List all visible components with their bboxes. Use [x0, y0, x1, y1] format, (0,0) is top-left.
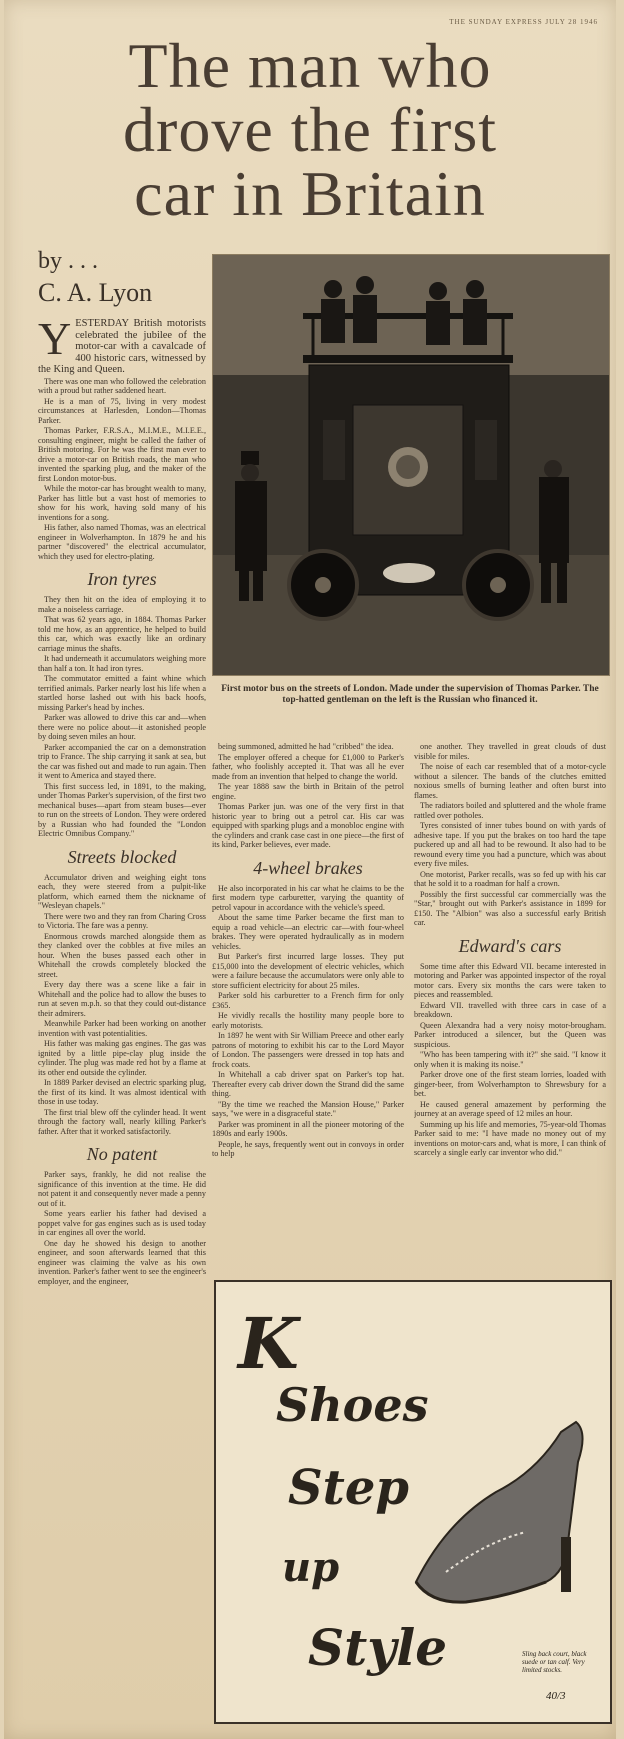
- intro-paragraphs: [38, 377, 206, 562]
- paragraph: Summing up his life and memories, 75-year-old Thomas Parker said to me: "I have made no money out of my inventions on motor-cars and, what is more, I can think of scarcely a single early car inventor who did.": [414, 1119, 606, 1157]
- paragraph: Parker was allowed to drive this car and—when there were no police about—it astonished people by doing seven miles an hour.: [38, 713, 206, 741]
- paragraph: His father was making gas engines. The gas was ignited by a little pipe-clay plug inside the cylinder. The plug was made red hot by a flame at its other end outside the cylinder.: [38, 1039, 206, 1077]
- paragraph: Parker drove one of the first steam lorries, loaded with ginger-beer, from Wolverhampton to Shrewsbury for a bet.: [414, 1070, 606, 1098]
- paragraph: Edward VII. travelled with three cars in case of a breakdown.: [414, 1000, 606, 1019]
- paragraph: The employer offered a cheque for £1,000 to Parker's father, who foolishly accepted it. That was all he ever made from an invention that helped to change the world.: [212, 752, 404, 781]
- paragraph: Enormous crowds marched alongside them as they clanked over the cobbles at five miles an hour. When the buses passed each other in Whitehall the crowds completely blocked the street.: [38, 931, 206, 979]
- paragraph: He also incorporated in his car what he claims to be the first modern type carburetter, varying the quantity of petrol vapour in accordance with the vehicle's speed.: [212, 883, 404, 912]
- paragraph: While the motor-car has brought wealth to many, Parker has little but a vast host of memories to show for his work, having sold many of his inventions for a song.: [38, 484, 206, 522]
- paragraph: People, he says, frequently went out in convoys in order to help: [212, 1139, 404, 1158]
- byline-author: C. A. Lyon: [38, 278, 153, 307]
- streets-blocked-paragraphs: [38, 873, 206, 1137]
- paragraph: The commutator emitted a faint whine which terrified animals. Parker nearly lost his life when a startled horse lashed out with his back hoofs, missing Parker's head by inches.: [38, 674, 206, 712]
- paragraph: That was 62 years ago, in 1884. Thomas Parker told me how, as an apprentice, he helped to build this car, which was exactly like an ordinary carriage minus the shafts.: [38, 615, 206, 653]
- k-shoes-advert: [214, 1280, 612, 1724]
- paragraph: One motorist, Parker recalls, was so fed up with his car that he sold it to a roadman for half a crown.: [414, 869, 606, 888]
- paragraph: Parker sold his carburetter to a French firm for only £365.: [212, 991, 404, 1010]
- paragraph: He is a man of 75, living in very modest circumstances at Harlesden, London—Thomas Parker.: [38, 396, 206, 425]
- paragraph: In Whitehall a cab driver spat on Parker's top hat. Thereafter every cab driver down the Strand did the same thing.: [212, 1070, 404, 1098]
- paragraph: Parker says, frankly, he did not realise the significance of this invention at the time. He did not patent it and consequently never made a penny out of it.: [38, 1170, 206, 1208]
- paragraph: Meanwhile Parker had been working on another invention with vast potentialities.: [38, 1019, 206, 1038]
- byline-by: by . . .: [38, 248, 98, 274]
- iron-tyres-paragraphs: [38, 595, 206, 839]
- paragraph: They then hit on the idea of employing it to make a noiseless carriage.: [38, 595, 206, 614]
- paragraph: He caused general amazement by performing the journey at an average speed of 12 miles an hour.: [414, 1099, 606, 1118]
- brakes-paragraphs: [212, 884, 404, 1159]
- newspaper-page: [4, 0, 616, 1739]
- advert-brand-letter: K: [238, 1302, 299, 1385]
- advert-line-step: Step: [288, 1460, 409, 1516]
- paragraph: one another. They travelled in great clouds of dust visible for miles.: [414, 742, 606, 761]
- paragraph: "Who has been tampering with it?" she said. "I know it only when it is making its noise.": [414, 1050, 606, 1069]
- paragraph: The first trial blew off the cylinder head. It went through the factory wall, nearly killing Parker's father. After that it worked satisfactorily.: [38, 1107, 206, 1136]
- paragraph: Accumulator driven and weighing eight tons each, they were steered from a pulpit-like platform, which earned them the nickname of "Wesleyan chapels.": [38, 872, 206, 910]
- paragraph: One day he showed his design to another engineer, and soon afterwards learned that this engineer was claiming the valve as his own invention. Parker's father went to see the engineer's employer, and the engineer,: [38, 1238, 206, 1286]
- article-column-2: [212, 742, 404, 1262]
- paragraph: The radiators boiled and spluttered and the whole frame rattled over potholes.: [414, 801, 606, 820]
- headline-line-2: drove the first: [123, 94, 497, 165]
- drop-cap: Y: [38, 318, 72, 364]
- headline-line-3: car in Britain: [134, 158, 486, 229]
- paragraph: Possibly the first successful car commercially was the "Star," brought out with Parker's assistance in 1899 for £150. The "Albion" was also a successful early British car.: [414, 889, 606, 927]
- paragraph: Every day there was a scene like a fair in Whitehall and the police had to allow the buses to run at seven m.p.h. so that they could out-distance their admirers.: [38, 980, 206, 1018]
- paragraph: There were two and they ran from Charing Cross to Victoria. The fare was a penny.: [38, 911, 206, 930]
- advert-price: 40/3: [546, 1690, 566, 1702]
- paragraph: His father, also named Thomas, was an electrical engineer in Wolverhampton. In 1879 he and his partner "discovered" the electrical accumulator, which they used for electro-plating.: [38, 523, 206, 561]
- paragraph: being summoned, admitted he had "cribbed" the idea.: [218, 742, 394, 751]
- edward-paragraphs: [414, 962, 606, 1158]
- paragraph: This first success led, in 1891, to the making, under Thomas Parker's supervision, of the first two mechanical buses—apart from steam buses—ever to run on the streets of London. They were ordered by a Russian who had founded the "London Electric Omnibus Company.": [38, 781, 206, 838]
- advert-line-up: up: [282, 1544, 340, 1591]
- article-column-1: [38, 318, 206, 1726]
- photo-motor-bus: [212, 254, 610, 676]
- paragraph: Some years earlier his father had devised a poppet valve for gas engines such as is used today in car engines all over the world.: [38, 1209, 206, 1237]
- subhead-no-patent: No patent: [86, 1144, 158, 1164]
- paragraph: But Parker's first incurred large losses. They put £15,000 into the development of electric vehicles, which were a failure because the accumulators were only able to store sufficient electricity for about 25 miles.: [212, 952, 404, 990]
- advert-line-shoes: Shoes: [276, 1378, 429, 1432]
- paragraph: There was one man who followed the celebration with a proud but rather saddened heart.: [38, 376, 206, 395]
- headline-line-1: The man who: [128, 30, 492, 101]
- paragraph: The noise of each car resembled that of a motor-cycle without a silencer. The bands of the clutches emitted noxious smells of burning leather and often burst into flames.: [414, 762, 606, 800]
- paragraph: Some time after this Edward VII. became interested in motoring and Parker was appointed inspector of the royal motor cars. Every six months the cars were taken to pieces and reassembled.: [414, 961, 606, 999]
- headline: [4, 30, 616, 229]
- lead-paragraph: [38, 318, 206, 376]
- no-patent-paragraphs: [38, 1170, 206, 1286]
- subhead-iron-tyres: Iron tyres: [87, 569, 157, 589]
- paragraph: It had underneath it accumulators weighing more than half a ton. It had iron tyres.: [38, 654, 206, 673]
- paragraph: Thomas Parker, F.R.S.A., M.I.M.E., M.I.E.E., consulting engineer, might be called the father of British motoring. For he was the first man ever to drive a motor-car on British roads, the man who invented the sparking plug, and the maker of the first London motor-bus.: [38, 426, 206, 483]
- paragraph: Thomas Parker jun. was one of the very first in that historic year to bring out a petrol car. His car was equipped with sparking plugs and a monobloc engine with the cylinders and crank case cast in one piece—the first of its kind, Parker believes, ever made.: [212, 802, 404, 849]
- paragraph: In 1889 Parker devised an electric sparking plug, the first of its kind. It was almost identical with those in use today.: [38, 1078, 206, 1106]
- advert-note: Sling back court, black suede or tan calf. Very limited stocks.: [522, 1650, 587, 1674]
- dateline: THE SUNDAY EXPRESS JULY 28 1946: [449, 18, 598, 26]
- paragraph: The year 1888 saw the birth in Britain of the petrol engine.: [212, 782, 404, 801]
- col3-top-paragraphs: [414, 742, 606, 928]
- paragraph: He vividly recalls the hostility many people bore to early motorists.: [212, 1011, 404, 1030]
- paragraph: About the same time Parker became the first man to equip a road vehicle—an electric car—with four-wheel brakes. They were operated hydraulically as in modern vehicles.: [212, 913, 404, 951]
- paragraph: Parker accompanied the car on a demonstration trip to France. The ship carrying it sank at sea, but the car was fished out and made to run again. Then it went to America and stayed there.: [38, 742, 206, 780]
- subhead-edwards-cars: Edward's cars: [458, 935, 562, 956]
- paragraph: In 1897 he went with Sir William Preece and other early patrons of motoring to exhibit his car to the Lord Mayor of London. The passengers were dressed in top hats and frock coats.: [212, 1031, 404, 1069]
- subhead-streets-blocked: Streets blocked: [67, 846, 177, 867]
- paragraph: Tyres consisted of inner tubes bound on with yards of adhesive tape. If you put the brakes on too hard the tape puckered up and all had to be rewound. It also had to be rewound every time you had a puncture, which was about every five miles.: [414, 821, 606, 868]
- motor-bus-illustration: [213, 255, 609, 675]
- paragraph: "By the time we reached the Mansion House," Parker says, "we were in a disgraceful state.": [212, 1099, 404, 1118]
- paragraph: Queen Alexandra had a very noisy motor-brougham. Parker introduced a silencer, but the Queen was suspicious.: [414, 1020, 606, 1049]
- lead-text: ESTERDAY British motorists celebrated the jubilee of the motor-car with a cavalcade of 400 historic cars, witnessed by the King and Queen.: [38, 318, 206, 375]
- photo-caption: First motor bus on the streets of London. Made under the supervision of Thomas Parker. The top-hatted gentleman on the left is the Russian who financed it.: [221, 684, 599, 705]
- advert-line-style: Style: [308, 1618, 448, 1677]
- col2-top-paragraphs: [212, 742, 404, 850]
- subhead-4-wheel-brakes: 4-wheel brakes: [253, 857, 363, 878]
- article-column-3: [414, 742, 606, 1262]
- paragraph: Parker was prominent in all the pioneer motoring of the 1890s and early 1900s.: [212, 1119, 404, 1138]
